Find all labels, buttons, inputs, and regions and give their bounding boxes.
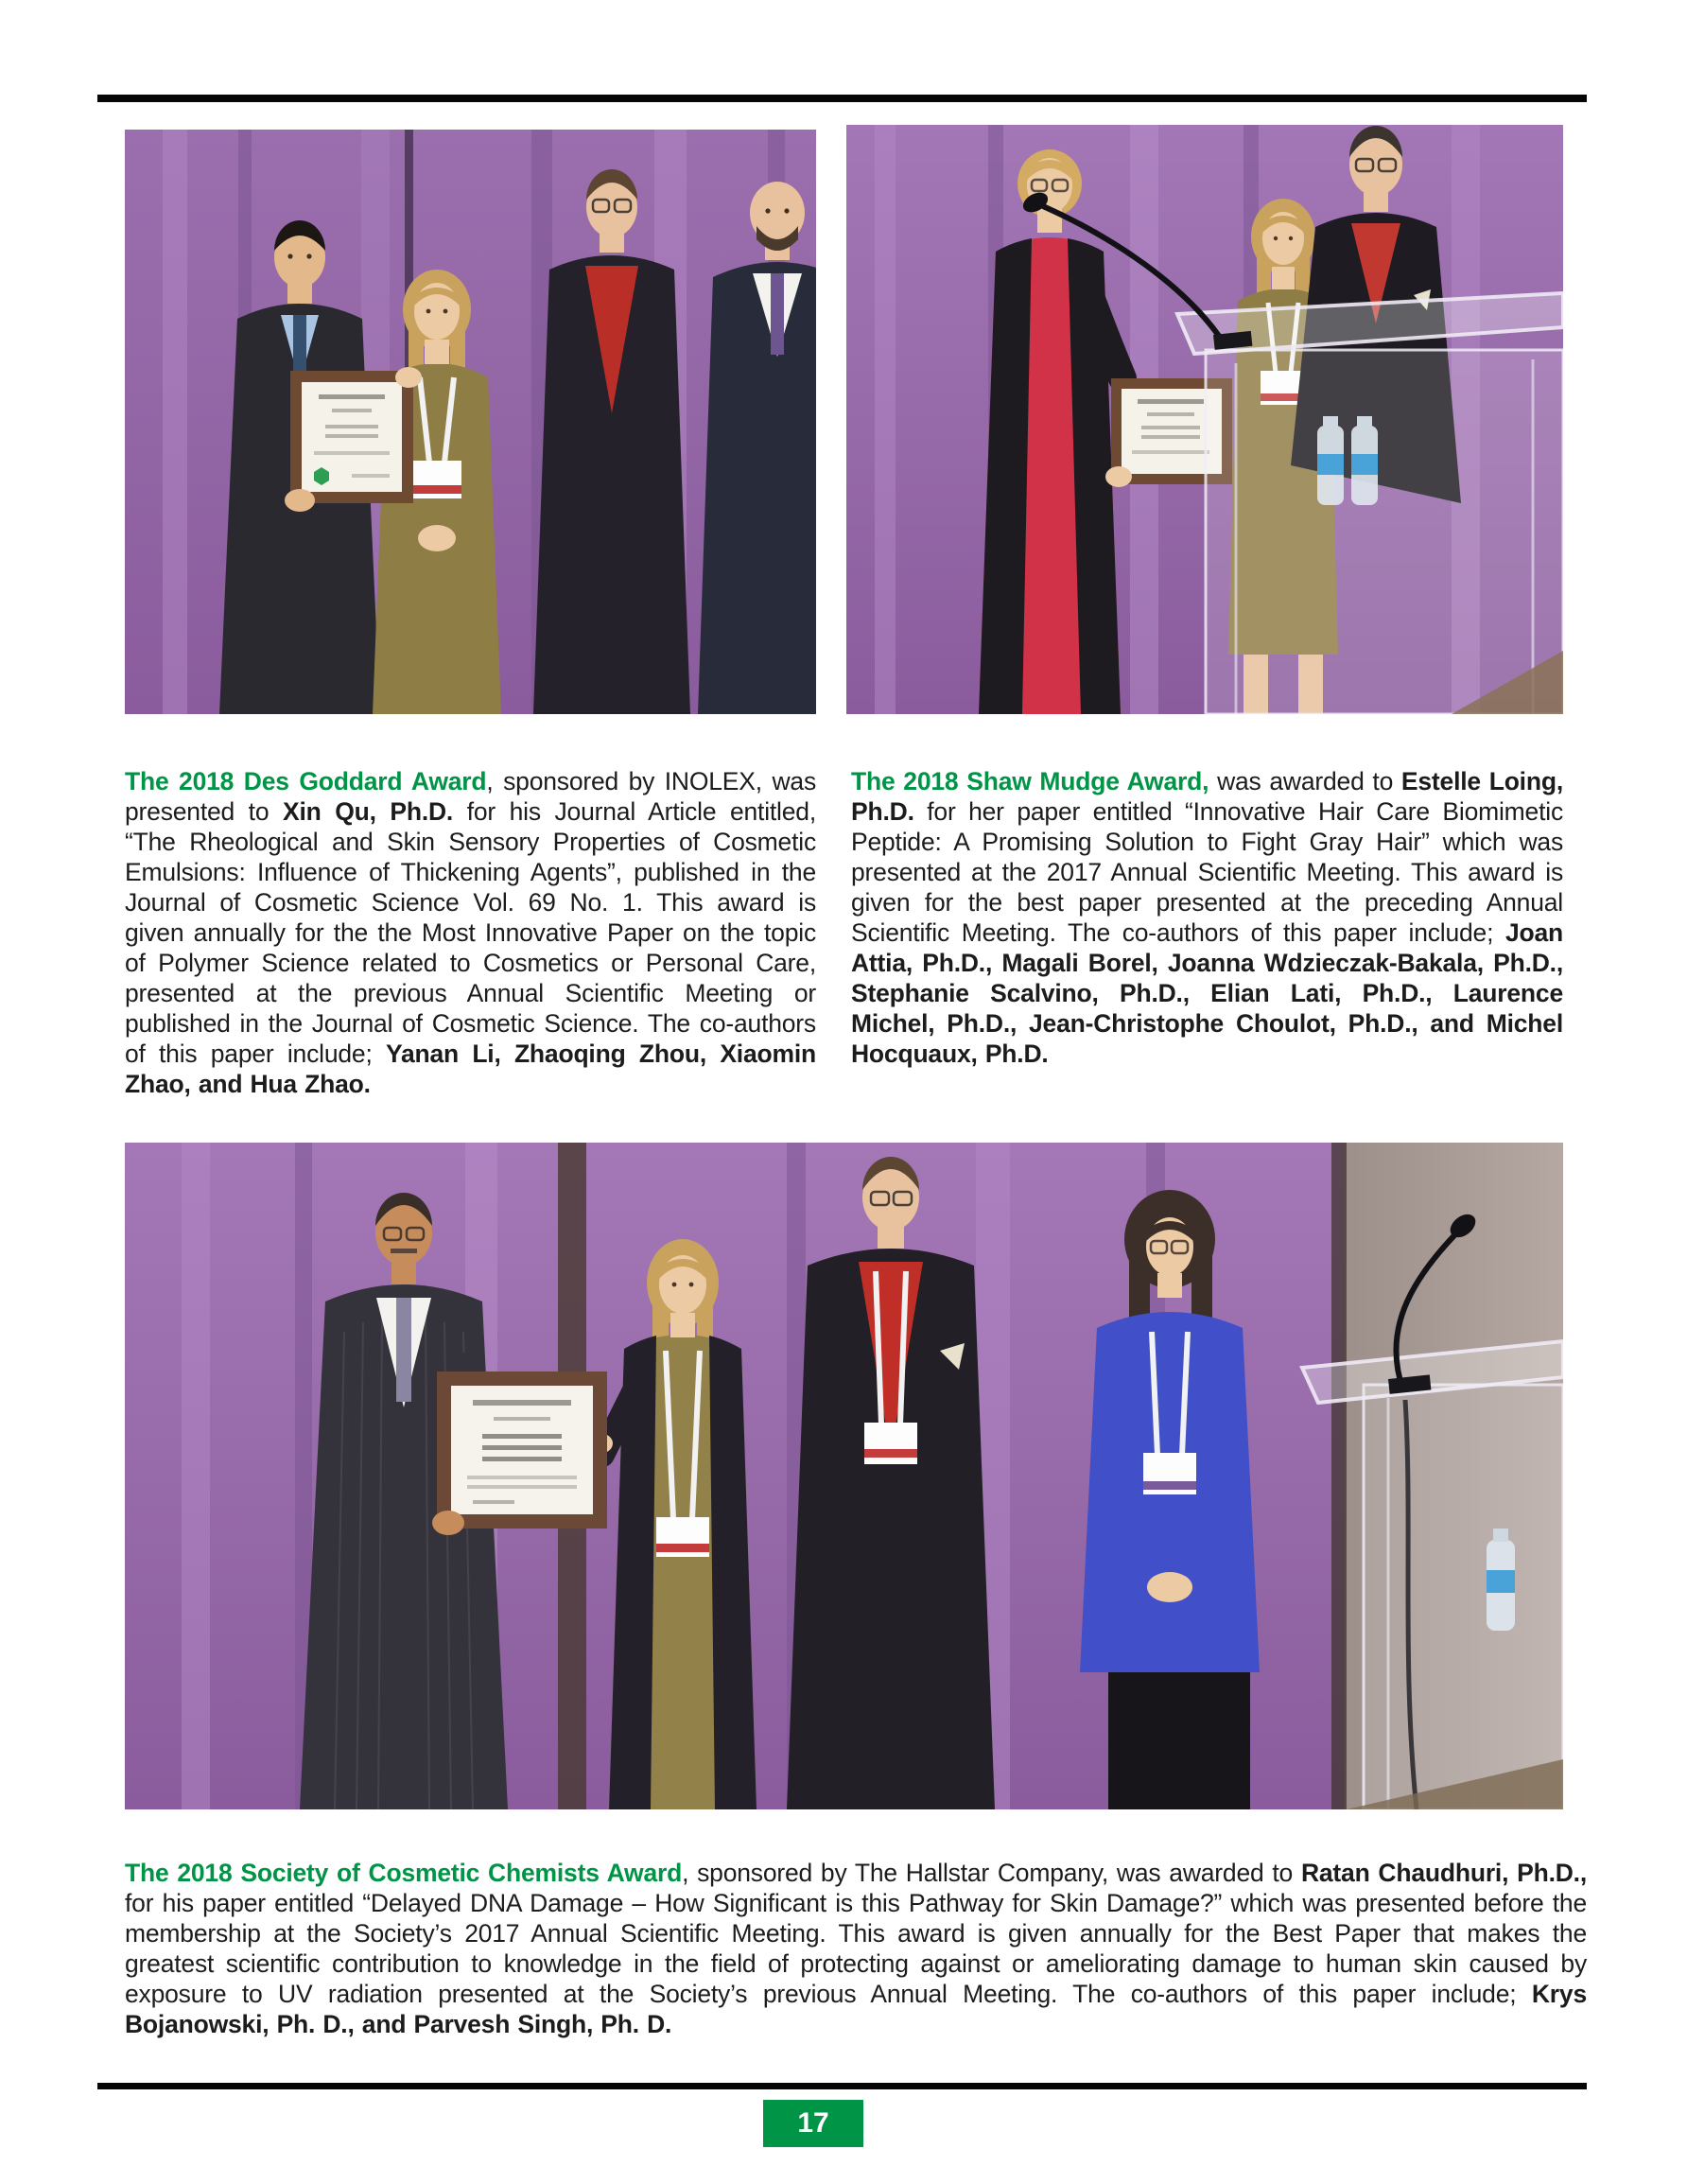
article-des-goddard-text [125,766,816,1099]
text-segment: for his Journal Article entitled, “The Rheological and Skin Sensory Properties of Cosmetic Emulsions: Influence of Thickening Agents”, published in the Journal of Cosmetic Science Vol. 69 No. 1. This award is given annually for the the Most Innovative Paper on the topic of Polymer Science related to Cosmetics or Personal Care, presented at the previous Annual Scientific Meeting or published in the Journal of Cosmetic Science. The co-authors of this paper include; [125,796,816,1068]
top-rule [97,95,1587,102]
award-certificate [432,1372,607,1535]
water-bottle [1487,1529,1515,1631]
text-segment: for his paper entitled “Delayed DNA Damage – How Significant is this Pathway for Skin Damage?” which was presented before the membership at the Society’s 2017 Annual Scientific Meeting. This award is given annually for the Best Paper that makes the greatest scientific contribution to knowledge in the field of protecting against or ameliorating damage to human skin caused by exposure to UV radiation presented at the Society’s previous Annual Meeting. The co-authors of this paper include; [125,1888,1587,2008]
acrylic-podium [1177,293,1563,714]
award-certificate [285,367,422,512]
text-segment: , sponsored by INOLEX, was presented to [125,766,816,826]
article-shaw-mudge-text [851,766,1563,1069]
photo-des-goddard-illustration [125,130,816,714]
text-segment: Joan Attia, Ph.D., Magali Borel, Joanna Wdzieczak-Bakala, Ph.D., Stephanie Scalvino, Ph.D., Elian Lati, Ph.D., Laurence Michel, Ph.D., Jean-Christophe Choulot, Ph.D., and Michel Hocquaux, Ph.D. [851,917,1563,1068]
curtain-seam-right [1331,1143,1347,1809]
text-segment: for her paper entitled “Innovative Hair Care Biomimetic Peptide: A Promising Solution to Fight Gray Hair” which was presented at the 2017 Annual Scientific Meeting. This award is given for the best paper presented at the preceding Annual Scientific Meeting. The co-authors of this paper include; [851,796,1563,947]
text-segment: Ratan Chaudhuri, Ph.D., [1300,1858,1587,1887]
page-number: 17 [797,2107,829,2139]
text-segment: Estelle Loing, Ph.D. [851,766,1563,826]
text-segment: Yanan Li, Zhaoqing Zhou, Xiaomin Zhao, and Hua Zhao. [125,1039,816,1098]
text-segment: Krys Bojanowski, Ph. D., and Parvesh Singh, Ph. D. [125,1979,1587,2038]
text-segment: The 2018 Shaw Mudge Award, [851,766,1209,795]
text-segment: , sponsored by The Hallstar Company, was awarded to [682,1858,1301,1887]
photo-shaw-mudge-award [846,125,1563,714]
text-segment: Xin Qu, Ph.D. [282,796,454,826]
page-number-badge [763,2100,863,2147]
bottom-rule [97,2083,1587,2089]
text-segment: The 2018 Society of Cosmetic Chemists Award [125,1858,683,1887]
article-scc-award-text [125,1858,1587,2039]
text-segment: The 2018 Des Goddard Award [125,766,487,795]
photo-scc-award-illustration [125,1143,1563,1809]
text-segment: was awarded to [1209,766,1401,795]
photo-des-goddard-award [125,130,816,714]
photo-shaw-mudge-illustration [846,125,1563,714]
photo-scc-award [125,1143,1563,1809]
